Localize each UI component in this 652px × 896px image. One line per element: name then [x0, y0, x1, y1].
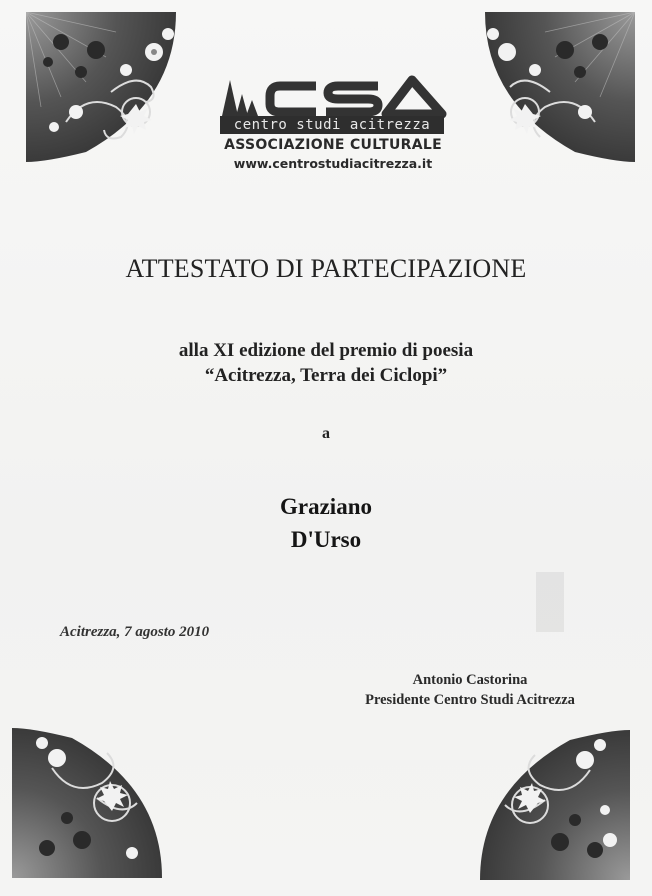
floral-corner-top-right-icon [485, 12, 635, 162]
certificate-subtitle [0, 338, 652, 388]
recipient-last-name: D'Urso [290, 527, 362, 552]
floral-corner-bottom-right-icon [480, 730, 630, 880]
signer-name: Antonio Castorina [412, 672, 528, 688]
place-and-date: Acitrezza, 7 agosto 2010 [60, 624, 210, 640]
subtitle-line-edition: alla XI edizione del premio di poesia [178, 340, 474, 361]
logo-url: www.centrostudiacitrezza.it [233, 156, 433, 171]
certificate-title: ATTESTATO DI PARTECIPAZIONE [125, 254, 527, 283]
floral-corner-bottom-left-icon [12, 728, 162, 878]
signer-role: Presidente Centro Studi Acitrezza [365, 692, 575, 708]
csa-logo [218, 72, 448, 182]
logo-band-text: centro studi acitrezza [220, 116, 444, 134]
logo-subtitle: ASSOCIAZIONE CULTURALE [224, 137, 442, 153]
dedication-preposition: a [322, 425, 330, 442]
recipient-name [0, 490, 652, 556]
subtitle-line-prize-name: “Acitrezza, Terra dei Ciclopi” [204, 365, 448, 386]
recipient-first-name: Graziano [280, 494, 372, 519]
floral-corner-top-left-icon [26, 12, 176, 162]
paper-smudge [536, 572, 564, 632]
signature-block [330, 670, 610, 710]
